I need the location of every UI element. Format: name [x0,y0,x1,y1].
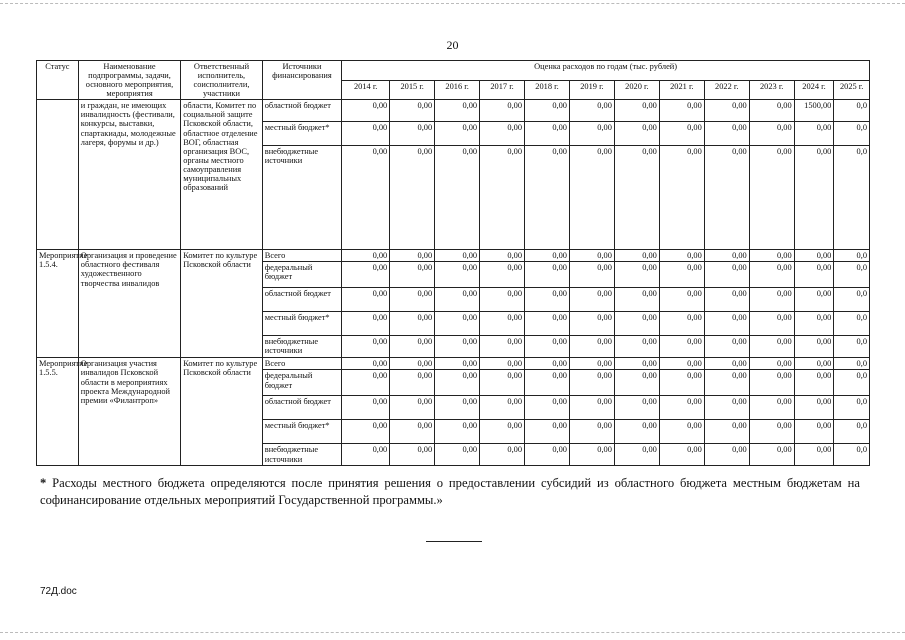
page-number: 20 [446,38,459,52]
value-cell: 0,0 [834,336,870,358]
status-cell: Мероприятие 1.5.5. [37,358,79,466]
value-cell: 0,00 [390,336,435,358]
value-cell: 0,00 [525,396,570,420]
value-cell: 0,00 [614,370,659,396]
value-cell: 0,00 [342,444,390,466]
value-cell: 0,00 [342,250,390,262]
value-cell: 0,00 [614,288,659,312]
header-year: 2023 г. [749,80,794,100]
value-cell: 0,00 [749,250,794,262]
value-cell: 0,00 [704,262,749,288]
value-cell: 0,00 [614,396,659,420]
value-cell: 0,00 [569,262,614,288]
header-year: 2024 г. [794,80,834,100]
table-row [37,358,870,370]
value-cell: 0,00 [435,100,480,122]
value-cell: 0,00 [480,122,525,146]
value-cell: 0,00 [614,420,659,444]
value-cell: 0,00 [794,262,834,288]
value-cell: 0,00 [435,396,480,420]
value-cell: 0,00 [659,420,704,444]
value-cell: 0,00 [704,444,749,466]
header-year: 2016 г. [435,80,480,100]
scan-edge-top [0,3,905,4]
value-cell: 0,00 [569,312,614,336]
value-cell: 0,00 [480,358,525,370]
value-cell: 0,00 [749,396,794,420]
table-row [37,250,870,262]
value-cell: 0,00 [342,146,390,250]
funding-source-cell: федеральный бюджет [262,370,341,396]
value-cell: 0,00 [342,100,390,122]
value-cell: 0,00 [704,370,749,396]
header-name: Наименование подпрограммы, задачи, основного мероприятия, мероприятия [78,61,180,100]
funding-source-cell: Всего [262,250,341,262]
header-estimate: Оценка расходов по годам (тыс. рублей) [342,61,870,81]
value-cell: 0,00 [390,122,435,146]
value-cell: 0,00 [435,250,480,262]
footnote-text: Расходы местного бюджета определяются после принятия решения о предоставлении субсидий из областного бюджета местным бюджетам на софинансирование отдельных мероприятий Государственной программы.» [40,476,860,507]
value-cell: 0,00 [480,444,525,466]
header-year: 2017 г. [480,80,525,100]
value-cell: 0,00 [614,146,659,250]
value-cell: 0,00 [704,122,749,146]
header-year: 2020 г. [614,80,659,100]
value-cell: 0,00 [342,336,390,358]
value-cell: 0,00 [749,146,794,250]
footnote-star: * [40,476,47,490]
value-cell: 0,00 [390,370,435,396]
responsible-cell: области, Комитет по социальной защите Псковской области, областное отделение ВОГ, областная организация ВОС, органы местного самоуправления муниципальных образований [181,100,263,250]
value-cell: 0,00 [659,122,704,146]
header-responsible: Ответственный исполнитель, соисполнители, участники [181,61,263,100]
responsible-cell: Комитет по культуре Псковской области [181,358,263,466]
value-cell: 0,00 [435,336,480,358]
value-cell: 0,00 [794,312,834,336]
value-cell: 0,00 [525,100,570,122]
value-cell: 0,00 [614,358,659,370]
value-cell: 0,00 [569,122,614,146]
value-cell: 0,00 [390,396,435,420]
value-cell: 0,00 [659,262,704,288]
value-cell: 0,00 [342,262,390,288]
value-cell: 0,00 [569,250,614,262]
value-cell: 0,00 [749,262,794,288]
budget-table [36,60,870,466]
value-cell: 0,00 [480,336,525,358]
value-cell: 0,0 [834,396,870,420]
value-cell: 0,00 [390,312,435,336]
header-year: 2022 г. [704,80,749,100]
budget-body [37,100,870,466]
value-cell: 0,00 [525,262,570,288]
value-cell: 0,00 [794,146,834,250]
header-status: Статус [37,61,79,100]
header-year: 2019 г. [569,80,614,100]
separator-line [426,541,482,542]
funding-source-cell: внебюджетные источники [262,444,341,466]
header-year: 2015 г. [390,80,435,100]
value-cell: 0,00 [390,250,435,262]
value-cell: 0,00 [480,420,525,444]
value-cell: 0,00 [749,370,794,396]
value-cell: 0,00 [435,444,480,466]
value-cell: 0,00 [749,100,794,122]
value-cell: 0,00 [525,122,570,146]
value-cell: 0,00 [390,288,435,312]
scan-edge-bottom [0,632,905,633]
value-cell: 0,00 [435,420,480,444]
value-cell: 0,00 [525,312,570,336]
value-cell: 0,00 [525,288,570,312]
value-cell: 0,00 [614,100,659,122]
value-cell: 0,00 [342,370,390,396]
value-cell: 0,00 [390,262,435,288]
value-cell: 0,00 [614,250,659,262]
value-cell: 0,0 [834,262,870,288]
value-cell: 0,00 [749,336,794,358]
status-cell [37,100,79,250]
header-sources: Источники финансирования [262,61,341,100]
value-cell: 0,00 [704,336,749,358]
funding-source-cell: местный бюджет* [262,420,341,444]
responsible-cell: Комитет по культуре Псковской области [181,250,263,358]
value-cell: 0,00 [794,288,834,312]
status-cell: Мероприятие 1.5.4. [37,250,79,358]
header-year: 2014 г. [342,80,390,100]
value-cell: 0,00 [342,312,390,336]
value-cell: 0,00 [794,420,834,444]
value-cell: 0,00 [704,396,749,420]
value-cell: 0,00 [659,100,704,122]
value-cell: 0,00 [614,444,659,466]
value-cell: 0,00 [480,370,525,396]
value-cell: 0,00 [435,370,480,396]
value-cell: 0,00 [659,336,704,358]
value-cell: 0,00 [435,146,480,250]
value-cell: 0,00 [749,420,794,444]
value-cell: 0,00 [342,288,390,312]
activity-name-cell: Организация и проведение областного фестиваля художественного творчества инвалидов [78,250,180,358]
value-cell: 0,00 [749,122,794,146]
value-cell: 0,00 [659,396,704,420]
value-cell: 0,00 [749,288,794,312]
value-cell: 0,00 [794,250,834,262]
value-cell: 0,00 [569,444,614,466]
funding-source-cell: местный бюджет* [262,122,341,146]
value-cell: 0,00 [435,358,480,370]
file-name: 72Д.doc [40,586,77,597]
value-cell: 0,00 [569,146,614,250]
value-cell: 0,00 [569,396,614,420]
value-cell: 0,00 [704,358,749,370]
value-cell: 0,00 [659,146,704,250]
value-cell: 0,00 [435,122,480,146]
value-cell: 0,00 [342,396,390,420]
value-cell: 0,00 [749,312,794,336]
value-cell: 0,00 [704,250,749,262]
funding-source-cell: областной бюджет [262,396,341,420]
header-year: 2018 г. [525,80,570,100]
value-cell: 0,0 [834,420,870,444]
value-cell: 0,00 [569,370,614,396]
value-cell: 0,00 [525,146,570,250]
value-cell: 0,00 [794,370,834,396]
value-cell: 0,0 [834,250,870,262]
value-cell: 0,00 [704,100,749,122]
header-year: 2021 г. [659,80,704,100]
value-cell: 0,00 [390,444,435,466]
value-cell: 0,00 [659,358,704,370]
value-cell: 0,00 [659,444,704,466]
value-cell: 0,00 [435,262,480,288]
value-cell: 0,00 [390,146,435,250]
value-cell: 0,0 [834,370,870,396]
value-cell: 0,00 [525,358,570,370]
value-cell: 0,00 [749,358,794,370]
value-cell: 0,0 [834,100,870,122]
value-cell: 0,00 [480,262,525,288]
value-cell: 0,00 [659,312,704,336]
activity-name-cell: Организация участия инвалидов Псковской области в мероприятиях проекта Международной премии «Филантроп» [78,358,180,466]
funding-source-cell: местный бюджет* [262,312,341,336]
value-cell: 0,00 [480,288,525,312]
value-cell: 0,00 [659,370,704,396]
funding-source-cell: областной бюджет [262,100,341,122]
funding-source-cell: Всего [262,358,341,370]
value-cell: 0,00 [794,122,834,146]
value-cell: 0,00 [704,288,749,312]
value-cell: 0,00 [525,444,570,466]
value-cell: 0,00 [525,370,570,396]
value-cell: 0,00 [390,358,435,370]
value-cell: 0,0 [834,444,870,466]
value-cell: 0,0 [834,146,870,250]
value-cell: 0,00 [342,358,390,370]
funding-source-cell: внебюджетные источники [262,336,341,358]
header-year: 2025 г. [834,80,870,100]
value-cell: 0,00 [525,420,570,444]
table-row [37,100,870,122]
value-cell: 0,00 [704,312,749,336]
value-cell: 0,00 [659,250,704,262]
funding-source-cell: внебюджетные источники [262,146,341,250]
value-cell: 0,00 [704,420,749,444]
value-cell: 0,00 [614,312,659,336]
footnote [40,475,860,509]
value-cell: 0,00 [390,420,435,444]
header-row-1 [37,61,870,81]
value-cell: 0,00 [480,250,525,262]
value-cell: 0,0 [834,358,870,370]
value-cell: 0,0 [834,312,870,336]
value-cell: 0,00 [342,420,390,444]
value-cell: 0,00 [794,336,834,358]
value-cell: 0,00 [435,312,480,336]
value-cell: 0,00 [480,100,525,122]
value-cell: 0,0 [834,288,870,312]
value-cell: 0,00 [525,336,570,358]
activity-name-cell: и граждан, не имеющих инвалидность (фестивали, конкурсы, выставки, спартакиады, молодежные лагеря, форумы и др.) [78,100,180,250]
value-cell: 0,00 [704,146,749,250]
value-cell: 0,00 [569,420,614,444]
funding-source-cell: областной бюджет [262,288,341,312]
value-cell: 0,00 [614,336,659,358]
value-cell: 0,00 [569,288,614,312]
value-cell: 0,00 [749,444,794,466]
value-cell: 0,00 [480,146,525,250]
value-cell: 0,00 [435,288,480,312]
value-cell: 0,00 [614,122,659,146]
value-cell: 0,00 [614,262,659,288]
value-cell: 0,0 [834,122,870,146]
value-cell: 0,00 [480,396,525,420]
value-cell: 0,00 [659,288,704,312]
value-cell: 0,00 [525,250,570,262]
value-cell: 0,00 [569,100,614,122]
value-cell: 1500,00 [794,100,834,122]
value-cell: 0,00 [569,336,614,358]
value-cell: 0,00 [794,444,834,466]
value-cell: 0,00 [390,100,435,122]
value-cell: 0,00 [480,312,525,336]
value-cell: 0,00 [794,396,834,420]
funding-source-cell: федеральный бюджет [262,262,341,288]
value-cell: 0,00 [794,358,834,370]
value-cell: 0,00 [342,122,390,146]
value-cell: 0,00 [569,358,614,370]
